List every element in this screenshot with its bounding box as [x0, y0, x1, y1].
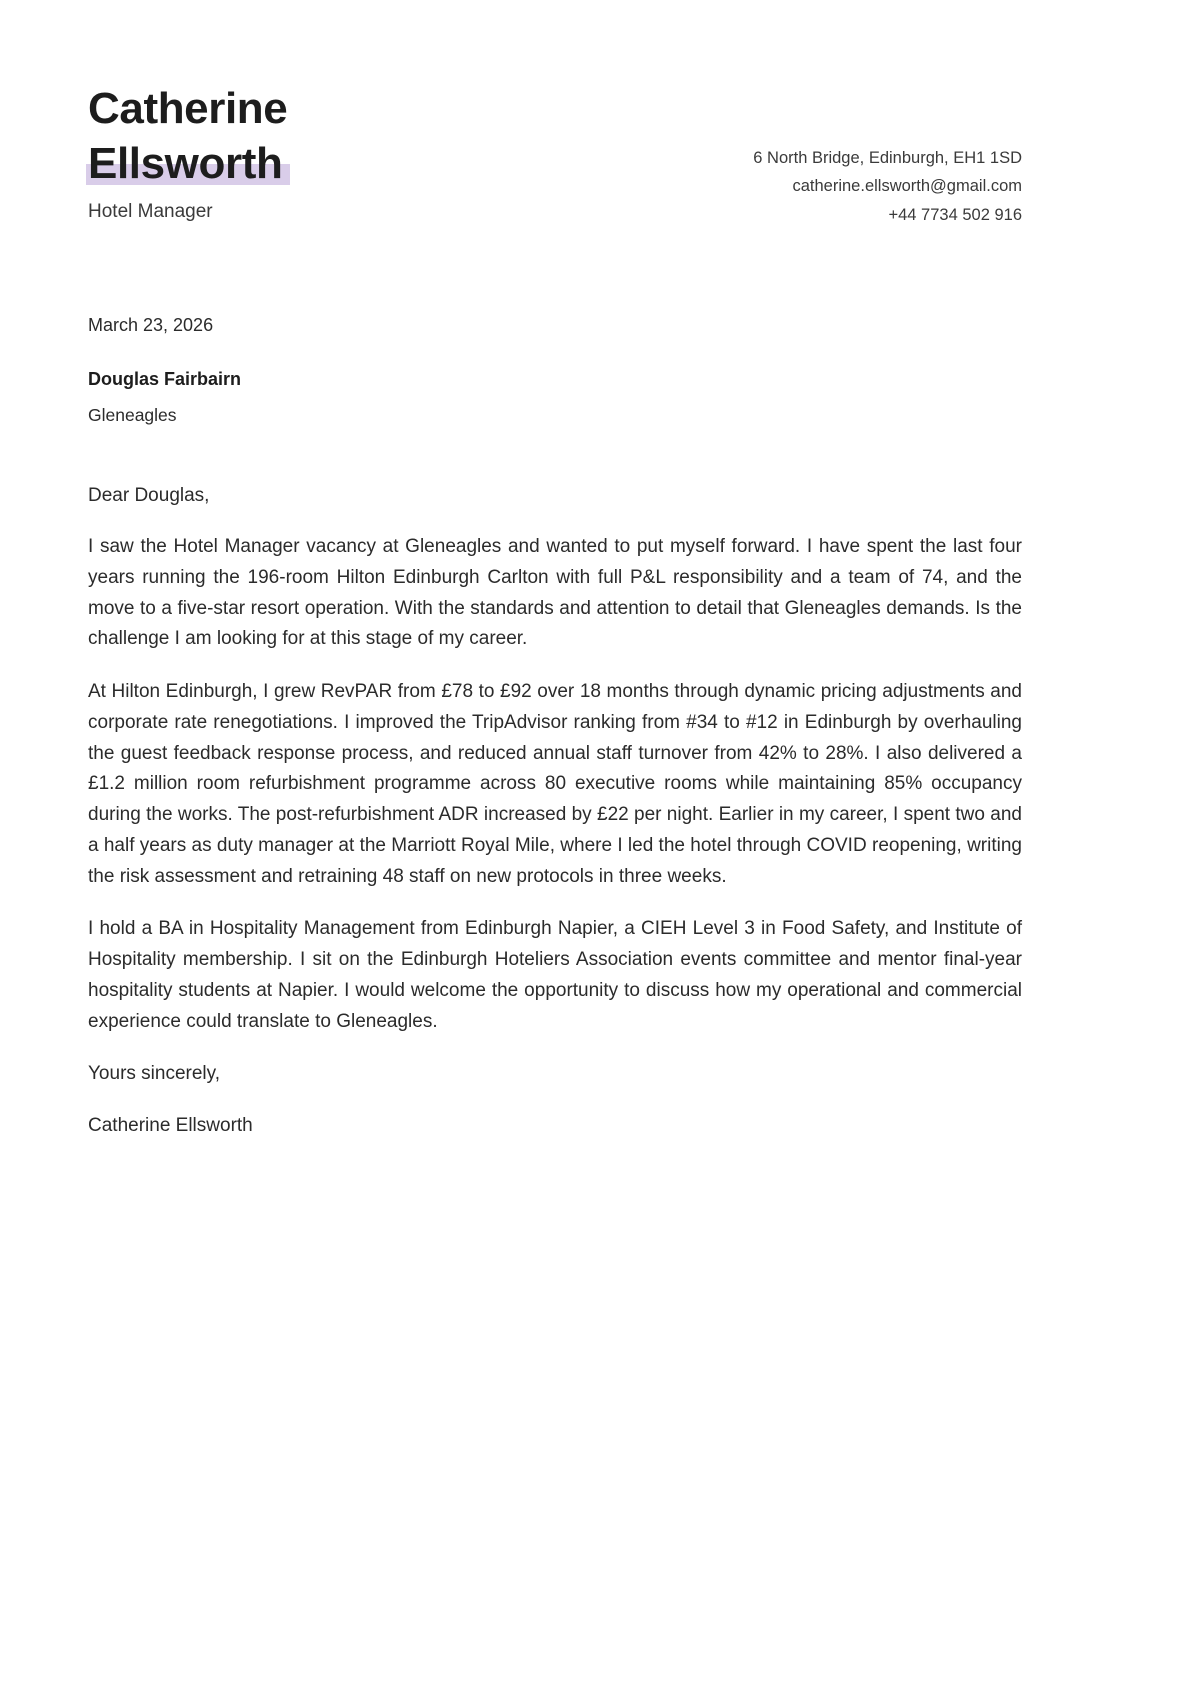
sender-last-name-wrap [88, 137, 282, 192]
closing-line: Yours sincerely, [88, 1063, 221, 1085]
signature-name: Catherine Ellsworth [88, 1115, 253, 1137]
body-paragraph: I saw the Hotel Manager vacancy at Gleneagles and wanted to put myself forward. I have spent the last four years running the 196-room Hilton Edinburgh Carlton with full P&L responsibility and a team of 74, and the move to a five-star resort operation. With the standards and attention to detail that Gleneagles demands. Is the challenge I am looking for at this stage of my career. [88, 535, 1022, 650]
body-paragraph: At Hilton Edinburgh, I grew RevPAR from £78 to £92 over 18 months through dynamic pricing adjustments and corporate rate renegotiations. I improved the TripAdvisor ranking from #34 to #12 in Edinburgh by overhauling the guest feedback response process, and reduced annual staff turnover from 42% to 28%. I also delivered a £1.2 million room refurbishment programme across 80 executive rooms while maintaining 85% occupancy during the works. The post-refurbishment ADR increased by £22 per night. Earlier in my career, I spent two and a half years as duty manager at the Marriott Royal Mile, where I led the hotel through COVID reopening, writing the risk assessment and retraining 48 staff on new protocols in three weeks. [88, 681, 1022, 887]
letter-meta [88, 313, 1022, 427]
contact-address: 6 North Bridge, Edinburgh, EH1 1SD [753, 149, 1022, 167]
sender-identity [88, 78, 287, 225]
recipient-organization: Gleneagles [88, 404, 177, 425]
recipient-name: Douglas Fairbairn [88, 369, 242, 390]
sender-first-name: Catherine [88, 84, 288, 133]
sender-last-name: Ellsworth [88, 138, 283, 188]
contact-phone[interactable]: +44 7734 502 916 [888, 205, 1022, 224]
sender-job-title: Hotel Manager [88, 201, 213, 223]
body-paragraph: I hold a BA in Hospitality Management from Edinburgh Napier, a CIEH Level 3 in Food Safety, and Institute of Hospitality membership. I sit on the Edinburgh Hoteliers Association events committee and mentor final-year hospitality students at Napier. I would welcome the opportunity to discuss how my operational and commercial experience could translate to Gleneagles. [88, 918, 1022, 1032]
letter-header [88, 78, 1022, 229]
sender-contact-block [753, 78, 1022, 229]
letter-body [88, 483, 1022, 1140]
salutation: Dear Douglas, [88, 485, 210, 506]
contact-email[interactable]: catherine.ellsworth@gmail.com [792, 177, 1022, 196]
letter-date: March 23, 2026 [88, 315, 214, 336]
